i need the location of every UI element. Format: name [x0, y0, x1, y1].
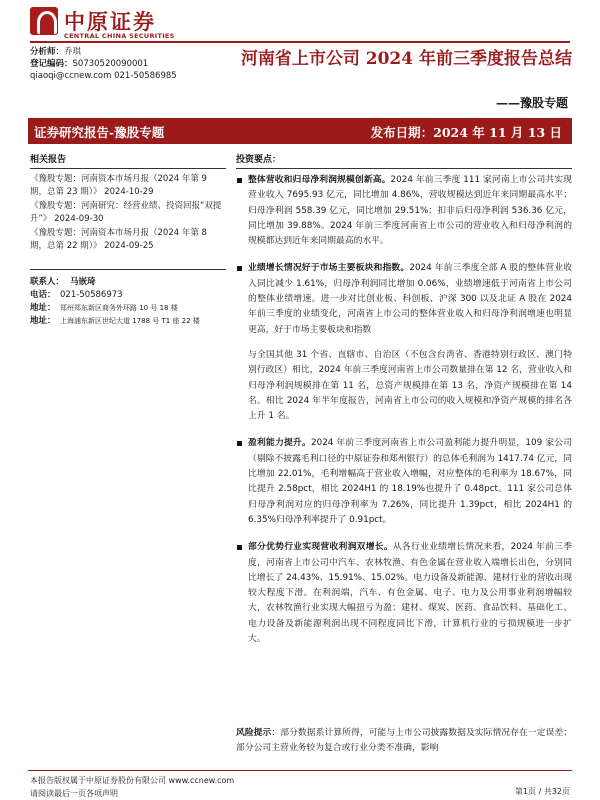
analyst-contact: qiaoqi@ccnew.com 021-50586985: [30, 71, 177, 81]
address-shanghai: 上海浦东新区世纪大道 1788 号 T1 座 22 楼: [60, 317, 200, 325]
cert-label: 登记编码：: [30, 59, 73, 69]
point-industry-growth: [236, 540, 572, 647]
address-label: 地址：: [30, 303, 56, 313]
point-body: 2024 年前三季度 111 家河南上市公司共实现营业收入 7695.93 亿元，同比增加 4.86%，营收规模达到近年来同期最高水平；归母净利润 558.39 亿元，同比增加 29.51%；扣非后归母净利润 536.36 亿元，同比增加 39.88%。2024 年前三季度河南省上市公司的营业收入和归母净利润的规模都达到近年来同期最高的水平。: [248, 175, 572, 247]
related-report-item[interactable]: 《豫股专题：河南研究：经营业绩、投资回报“双提升”》 2024-09-30: [30, 201, 222, 224]
footer-divider: [28, 770, 572, 771]
point-body: 2024 年前三季度河南省上市公司盈利能力提升明显，109 家公司（剔除不披露毛利口径的中原证券和郑州银行）的总体毛利润为 1417.74 亿元，同比增加 22.01%，毛利增幅高于营业收入增幅，对应整体的毛利率为 18.67%，同比提升 2.58pct，相比 2024H1 的 18.19%也提升了 0.48pct。111 家公司总体归母净利润对应的归母净利率为 7.26%，同比提升 1.39pct，相比 2024H1 的 6.35%归母净利率提升了 0.91pct。: [248, 438, 572, 525]
point-heading: 盈利能力提升。: [248, 438, 312, 449]
point-body: 2024 年前三季度全部 A 股的整体营业收入同比减少 1.61%，归母净利润同比增加 0.06%，业绩增速低于河南省上市公司的整体业绩增速。进一步对比创业板、科创板、沪深 300 以及北证 A 股在 2024 年前三季度的业绩变化，河南省上市公司的整体营业收入和归母净利润增速也明显更高，好于市场主要板块和指数: [248, 263, 572, 335]
phone-label: 电话：: [30, 290, 56, 300]
point-heading: 部分优势行业实现营收利润双增长。: [248, 542, 393, 553]
point-revenue-profit: [236, 173, 572, 249]
point-heading: 业绩增长情况好于市场主要板块和指数。: [248, 263, 410, 274]
disclaimer-note: 请阅读最后一页各项声明: [30, 789, 118, 798]
page-number: 第1页 / 共32页: [514, 787, 570, 796]
related-report-item[interactable]: 《豫股专题：河南资本市场月报（2024 年第 8 期，总第 22 期）》 2024-09-25: [30, 228, 207, 251]
logo-english-name: CENTRAL CHINA SECURITIES: [64, 32, 175, 40]
analyst-name: 乔琪: [64, 47, 82, 57]
publish-date: 发布日期：2024 年 11 月 13 日: [370, 125, 562, 140]
header-divider: [30, 41, 570, 43]
report-category: 证券研究报告-豫股专题: [34, 125, 165, 140]
investment-points-heading: 投资要点：: [236, 152, 572, 169]
province-ranking-paragraph: 与全国其他 31 个省、直辖市、自治区（不包含台湾省、香港特别行政区、澳门特别行政区）相比，2024 年前三季度河南省上市公司数量排在第 12 名，营业收入和归母净利润规模排在第 11 名，总资产规模排在第 13 名，净资产规模排在第 14 名。相比 2024 年半年度报告，河南省上市公司的收入规模和净资产规模的排名各上升 1 名。: [248, 349, 572, 422]
risk-warning: [236, 726, 572, 756]
company-logo: [30, 6, 200, 40]
report-title: 河南省上市公司 2024 年前三季度报告总结: [240, 49, 572, 69]
analyst-info: [30, 46, 177, 82]
left-column: [30, 152, 226, 328]
address-zhengzhou: 郑州郑东新区商务外环路 10 号 18 楼: [60, 304, 178, 312]
contact-person: 马嵌琦: [70, 277, 96, 287]
cert-number: S0730520090001: [72, 59, 149, 69]
address-label: 地址：: [30, 316, 56, 326]
logo-chinese-name: 中原证券: [64, 9, 156, 34]
copyright-line: 本报告版权属于中原证券股份有限公司 www.ccnew.com: [30, 776, 235, 785]
analyst-label: 分析师：: [30, 47, 65, 57]
point-growth-vs-market: [236, 261, 572, 337]
phone-number: 021-50586973: [60, 290, 123, 300]
related-report-item[interactable]: 《豫股专题：河南资本市场月报（2024 年第 9 期，总第 23 期）》 2024-10-29: [30, 174, 207, 197]
risk-heading: 风险提示：: [236, 728, 281, 738]
report-type-band: [28, 118, 572, 144]
logo-mark-icon: [30, 7, 58, 35]
point-body: 从各行业业绩增长情况来看，2024 年前三季度，河南省上市公司中汽车、农林牧渔、有色金属在营业收入端增长出色，分别同比增长了 24.43%、15.91%、15.02%。电力设备及新能源、建材行业的营收出现较大程度下滑。在利润端，汽车、有色金属、电子、电力及公用事业利润增幅较大，农林牧渔行业实现大幅扭亏为盈；建材、煤炭、医药、食品饮料、基础化工、电力设备及新能源利润出现不同程度同比下滑，计算机行业的亏损规模进一步扩大。: [248, 542, 572, 645]
point-profitability: [236, 436, 572, 528]
contact-person-label: 联系人：: [30, 277, 65, 287]
point-heading: 整体营收和归母净利润规模创新高。: [248, 175, 391, 185]
contact-info: [30, 269, 226, 328]
right-column: [236, 152, 572, 647]
risk-body: 部分数据系计算所得，可能与上市公司披露数据及实际情况存在一定误差；部分公司主营业务较为复合或行业分类不准确，影响: [236, 728, 572, 753]
footer-disclaimer: [30, 774, 234, 800]
related-reports-heading: 相关报告: [30, 152, 226, 169]
report-subtitle: ——豫股专题: [495, 96, 568, 110]
